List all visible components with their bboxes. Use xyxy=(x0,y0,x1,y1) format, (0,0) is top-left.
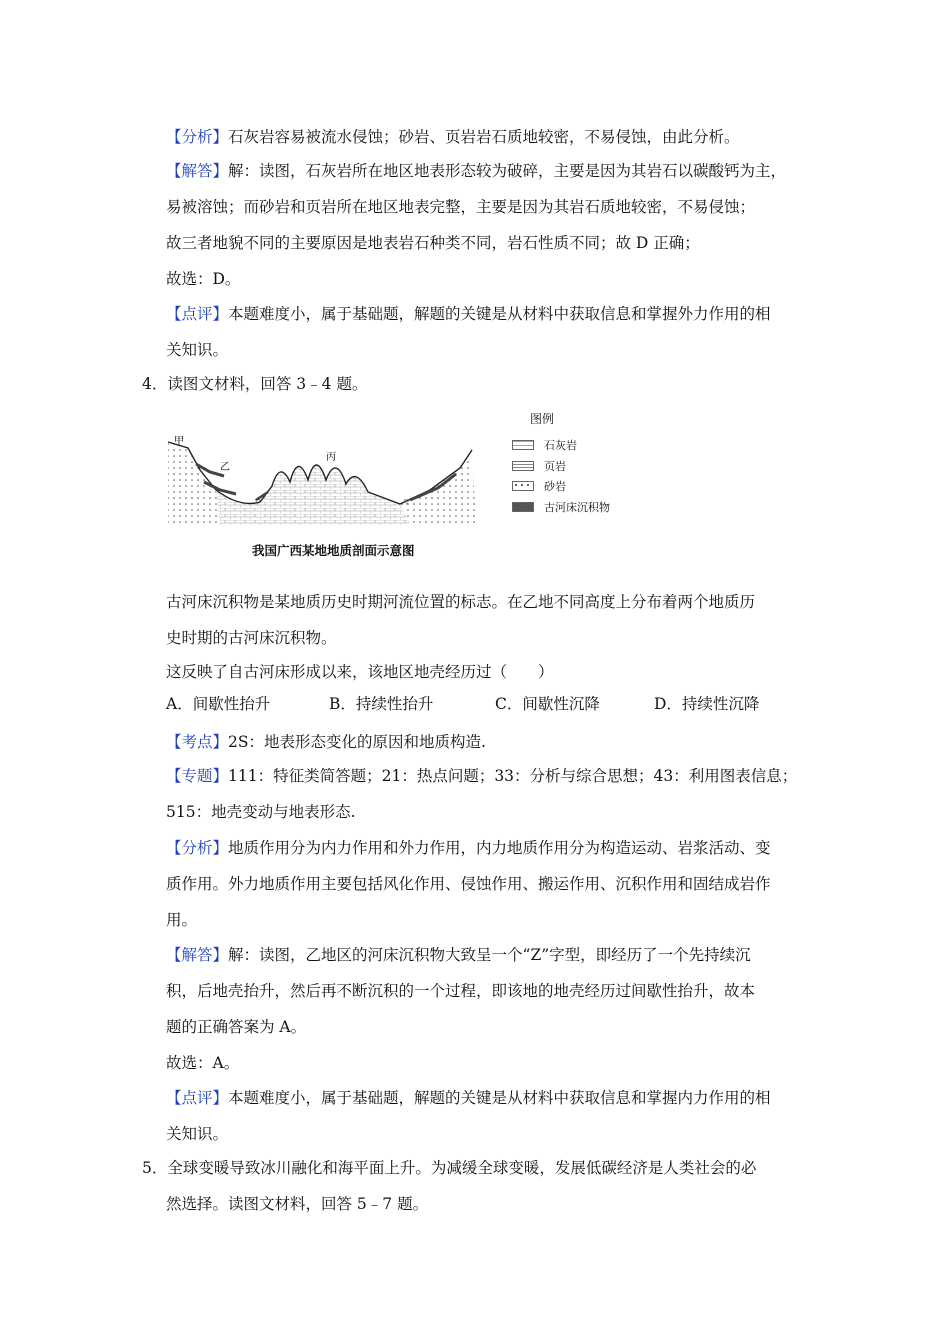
q3-review-line-2: 关知识。 xyxy=(166,341,229,359)
question-number: 4． xyxy=(142,375,168,393)
q5-text: 全球变暖导致冰川融化和海平面上升。为减缓全球变暖，发展低碳经济是人类社会的必 xyxy=(167,1159,757,1177)
q3-answer-line-2: 易被溶蚀；而砂岩和页岩所在地区地表完整，主要是因为其岩石质地较密，不易侵蚀； xyxy=(166,198,756,216)
legend-item-shale xyxy=(512,458,566,474)
q3-analysis-line xyxy=(166,126,740,148)
q4-zhuanti-line-1 xyxy=(166,765,797,787)
svg-text:▽: ▽ xyxy=(404,498,410,506)
legend-item-limestone xyxy=(512,437,577,453)
svg-text:▽: ▽ xyxy=(255,498,261,506)
sandstone-left xyxy=(168,442,220,525)
analysis-text: 地质作用分为内力作用和外力作用，内力地质作用分为构造运动、岩浆活动、变 xyxy=(228,839,771,857)
review-tag: 【点评】 xyxy=(166,305,229,323)
q4-analysis-line-2: 质作用。外力地质作用主要包括风化作用、侵蚀作用、搬运作用、沉积作用和固结成岩作 xyxy=(166,875,771,893)
legend-label: 石灰岩 xyxy=(544,439,577,452)
q4-analysis-line-1 xyxy=(166,837,771,859)
question-number: 5． xyxy=(142,1159,168,1177)
q4-review-line-2: 关知识。 xyxy=(166,1125,229,1143)
option-d: D．持续性沉降 xyxy=(654,695,760,713)
option-b: B．持续性抬升 xyxy=(329,695,434,713)
q4-kaodian xyxy=(166,731,486,753)
label-bing: 丙 xyxy=(326,452,336,463)
q5-stem-line-2: 然选择。读图文材料，回答 5﹣7 题。 xyxy=(166,1195,429,1213)
legend-label: 古河床沉积物 xyxy=(544,501,610,514)
q4-review-line-1 xyxy=(166,1087,771,1109)
kaodian-tag: 【考点】 xyxy=(166,733,229,751)
q4-zhuanti-line-2: 515：地壳变动与地表形态. xyxy=(166,803,356,821)
shale-swatch xyxy=(512,461,534,471)
limestone-swatch xyxy=(512,440,534,450)
zhuanti-tag: 【专题】 xyxy=(166,767,229,785)
q4-analysis-line-3: 用。 xyxy=(166,911,198,929)
answer-text: 解：读图，乙地区的河床沉积物大致呈一个“Z”字型，即经历了一个先持续沉 xyxy=(228,946,751,964)
question-stem: 读图文材料，回答 3﹣4 题。 xyxy=(167,375,368,393)
review-text: 本题难度小，属于基础题，解题的关键是从材料中获取信息和掌握内力作用的相 xyxy=(228,1089,771,1107)
answer-text: 解：读图，石灰岩所在地区地表形态较为破碎，主要是因为其岩石以碳酸钙为主， xyxy=(228,162,787,180)
q4-answer-choice: 故选：A。 xyxy=(166,1054,240,1072)
geologic-cross-section-figure xyxy=(160,430,480,530)
q4-answer-line-3: 题的正确答案为 A。 xyxy=(166,1018,307,1036)
figure-caption: 我国广西某地地质剖面示意图 xyxy=(252,543,415,558)
limestone-body xyxy=(216,465,410,525)
legend-item-river-deposit xyxy=(512,499,610,515)
answer-tag: 【解答】 xyxy=(166,162,229,180)
deposit-swatch xyxy=(512,502,534,512)
legend-label: 页岩 xyxy=(544,460,566,473)
review-tag: 【点评】 xyxy=(166,1089,229,1107)
analysis-tag: 【分析】 xyxy=(166,839,229,857)
q3-answer-line-3: 故三者地貌不同的主要原因是地表岩石种类不同，岩石性质不同；故 D 正确； xyxy=(166,234,700,252)
q5-stem-line-1 xyxy=(142,1157,756,1179)
review-text: 本题难度小，属于基础题，解题的关键是从材料中获取信息和掌握外力作用的相 xyxy=(228,305,771,323)
analysis-tag: 【分析】 xyxy=(166,128,229,146)
q4-material-line-2: 史时期的古河床沉积物。 xyxy=(166,629,337,647)
legend-title: 图例 xyxy=(530,412,555,426)
q4-question: 这反映了自古河床形成以来，该地区地壳经历过（ ） xyxy=(166,663,554,681)
legend-item-sandstone xyxy=(512,478,566,494)
label-jia: 甲 xyxy=(174,436,184,447)
legend-label: 砂岩 xyxy=(544,480,566,493)
q4-answer-line-2: 积，后地壳抬升，然后再不断沉积的一个过程，即该地的地壳经历过间歇性抬升，故本 xyxy=(166,982,756,1000)
q3-review-line-1 xyxy=(166,303,771,325)
q3-answer-line-1 xyxy=(166,160,786,182)
label-yi: 乙 xyxy=(220,462,230,473)
q4-stem xyxy=(142,373,367,395)
q4-answer-line-1 xyxy=(166,944,751,966)
analysis-text: 石灰岩容易被流水侵蚀；砂岩、页岩岩石质地较密，不易侵蚀，由此分析。 xyxy=(228,128,740,146)
answer-tag: 【解答】 xyxy=(166,946,229,964)
zhuanti-text: 111：特征类简答题；21：热点问题；33：分析与综合思想；43：利用图表信息； xyxy=(228,767,798,785)
sandstone-swatch xyxy=(512,481,534,491)
q3-answer-choice: 故选：D。 xyxy=(166,270,241,288)
option-a: A．间歇性抬升 xyxy=(166,695,271,713)
q4-material-line-1: 古河床沉积物是某地质历史时期河流位置的标志。在乙地不同高度上分布着两个地质历 xyxy=(166,593,756,611)
option-c: C．间歇性沉降 xyxy=(495,695,600,713)
kaodian-text: 2S：地表形态变化的原因和地质构造. xyxy=(228,733,486,751)
